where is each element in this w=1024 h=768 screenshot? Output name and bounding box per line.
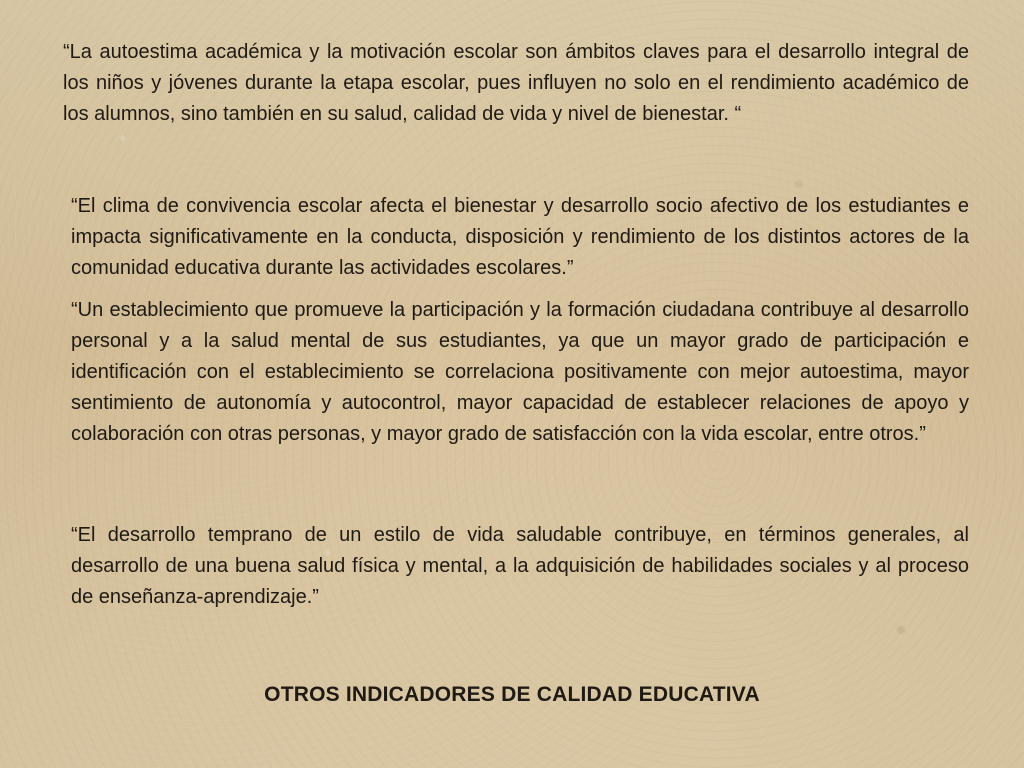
quote-academic-self-esteem: “La autoestima académica y la motivación escolar son ámbitos claves para el desarrollo integral de los niños y jóvenes durante la etapa escolar, pues influyen no solo en el rendimiento académico de los alumnos, sino también en su salud, calidad de vida y nivel de bienestar. “	[63, 41, 969, 125]
quote-citizen-participation: “Un establecimiento que promueve la participación y la formación ciudadana contribuye al desarrollo personal y a la salud mental de sus estudiantes, ya que un mayor grado de participación e identificación con el establecimiento se correlaciona positivamente con mejor autoestima, mayor sentimiento de autonomía y autocontrol, mayor capacidad de establecer relaciones de apoyo y colaboración con otras personas, y mayor grado de satisfacción con la vida escolar, entre otros.”	[71, 299, 969, 445]
quote-healthy-lifestyle: “El desarrollo temprano de un estilo de vida saludable contribuye, en términos generales, al desarrollo de una buena salud física y mental, a la adquisición de habilidades sociales y al proceso de enseñanza-aprendizaje.”	[71, 524, 969, 608]
quote-school-climate: “El clima de convivencia escolar afecta el bienestar y desarrollo socio afectivo de los estudiantes e impacta significativamente en la conducta, disposición y rendimiento de los distintos actores de la comunidad educativa durante las actividades escolares.”	[71, 195, 969, 279]
slide-footer-title: OTROS INDICADORES DE CALIDAD EDUCATIVA	[264, 683, 760, 706]
